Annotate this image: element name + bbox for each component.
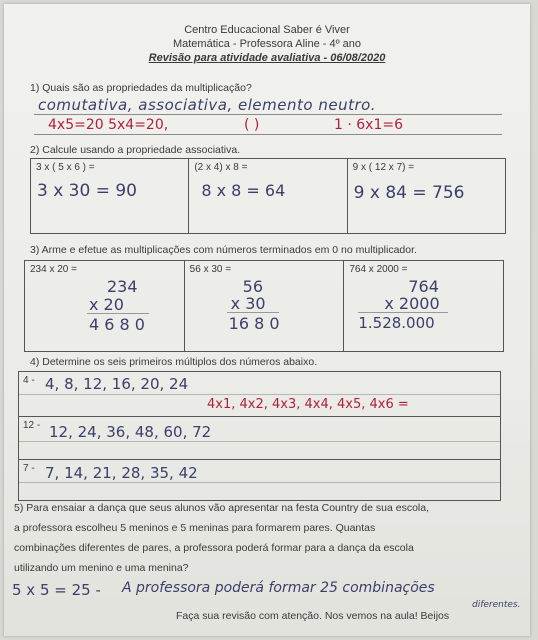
- school-name: Centro Educacional Saber é Viver: [184, 24, 350, 36]
- subject-line: Matemática - Professora Aline - 4º ano: [172, 38, 362, 50]
- review-title: Revisão para atividade avaliativa - 06/08/2020: [148, 52, 386, 64]
- q3-cell-1-problem: 234 x 20 =: [30, 264, 77, 275]
- q2-cell-3-work: 9 x 84 = 756: [353, 183, 465, 203]
- q2-cell-2: [189, 159, 347, 233]
- question-4: 4) Determine os seis primeiros múltiplos dos números abaixo.: [30, 356, 318, 368]
- answer-rule-2: [34, 134, 502, 135]
- q3-cell-1-top: 234: [107, 277, 138, 296]
- q1-answer-line-2c: 1 · 6x1=6: [334, 117, 403, 133]
- q2-cell-2-work: 8 x 8 = 64: [201, 181, 286, 200]
- q2-cell-1: [31, 159, 189, 233]
- question-5-line-1: 5) Para ensaiar a dança que seus alunos vão apresentar na festa Country de sua escola,: [14, 502, 430, 514]
- q4-row-12-key: 12 -: [23, 420, 41, 431]
- q3-cell-1-mult: x 20: [89, 295, 124, 314]
- q5-answer-tail: diferentes.: [472, 600, 521, 610]
- question-2: 2) Calcule usando a propriedade associativa.: [30, 144, 241, 156]
- q3-cell-3-result: 1.528.000: [358, 314, 435, 332]
- question-1: 1) Quais são as propriedades da multiplicação?: [30, 82, 252, 94]
- q2-cell-2-problem: (2 x 4) x 8 =: [194, 162, 248, 173]
- q5-answer-text: A professora poderá formar 25 combinações: [122, 580, 435, 596]
- q2-grid: [30, 158, 506, 234]
- q3-cell-1: [25, 261, 185, 351]
- q3-cell-3-mult: x 2000: [384, 294, 440, 313]
- worksheet-page: [4, 4, 530, 636]
- q4-row-12: [19, 417, 500, 460]
- q3-cell-2-top: 56: [242, 277, 264, 296]
- q3-cell-2-problem: 56 x 30 =: [189, 264, 232, 275]
- q4-row-7-rule: [19, 482, 500, 483]
- q3-cell-2-line: [227, 312, 279, 313]
- question-5-line-2: a professora escolheu 5 meninos e 5 meninas para formarem pares. Quantas: [14, 522, 376, 534]
- q4-row-12-answer: 12, 24, 36, 48, 60, 72: [49, 423, 212, 441]
- q3-cell-3-top: 764: [408, 277, 439, 296]
- question-5-line-3: combinações diferentes de pares, a professora poderá formar para a dança da escola: [14, 542, 414, 554]
- q4-table: [18, 371, 501, 501]
- q4-row-4-answer: 4, 8, 12, 16, 20, 24: [45, 375, 189, 393]
- q4-row-4-key: 4 -: [23, 375, 35, 386]
- q1-answer-line-2a: 4x5=20 5x4=20,: [48, 117, 169, 133]
- q4-row-7: [19, 460, 500, 500]
- q2-cell-3-problem: 9 x ( 12 x 7) =: [352, 162, 415, 173]
- q3-cell-3: [344, 261, 503, 351]
- q3-cell-2: [185, 261, 345, 351]
- answer-rule-1: [34, 114, 502, 115]
- q3-cell-1-result: 4 6 8 0: [89, 315, 145, 334]
- q5-answer-calc: 5 x 5 = 25 -: [12, 581, 101, 599]
- q4-row-7-key: 7 -: [23, 463, 35, 474]
- q3-cell-2-mult: x 30: [230, 294, 266, 313]
- q4-row-7-answer: 7, 14, 21, 28, 35, 42: [45, 464, 198, 482]
- q4-row-4: [19, 372, 500, 417]
- q3-cell-2-result: 16 8 0: [228, 314, 280, 333]
- footer-note: Faça sua revisão com atenção. Nos vemos na aula! Beijos: [176, 610, 450, 622]
- q1-answer-line-2b: ( ): [244, 117, 260, 133]
- q1-answer-line-1: comutativa, associativa, elemento neutro.: [38, 96, 377, 114]
- q4-row-4-note: 4x1, 4x2, 4x3, 4x4, 4x5, 4x6 =: [207, 397, 409, 412]
- q4-row-12-rule: [19, 441, 500, 442]
- q3-cell-3-problem: 764 x 2000 =: [349, 264, 408, 275]
- question-5-line-4: utilizando um menino e uma menina?: [14, 562, 189, 574]
- q2-cell-1-problem: 3 x ( 5 x 6 ) =: [36, 162, 95, 173]
- q3-cell-1-line: [87, 313, 149, 314]
- q2-cell-1-work: 3 x 30 = 90: [37, 181, 137, 201]
- question-3: 3) Arme e efetue as multiplicações com números terminados em 0 no multiplicador.: [30, 244, 417, 256]
- q3-grid: [24, 260, 504, 352]
- q2-cell-3: [348, 159, 505, 233]
- q4-row-4-rule: [19, 394, 500, 395]
- q3-cell-3-line: [358, 312, 448, 313]
